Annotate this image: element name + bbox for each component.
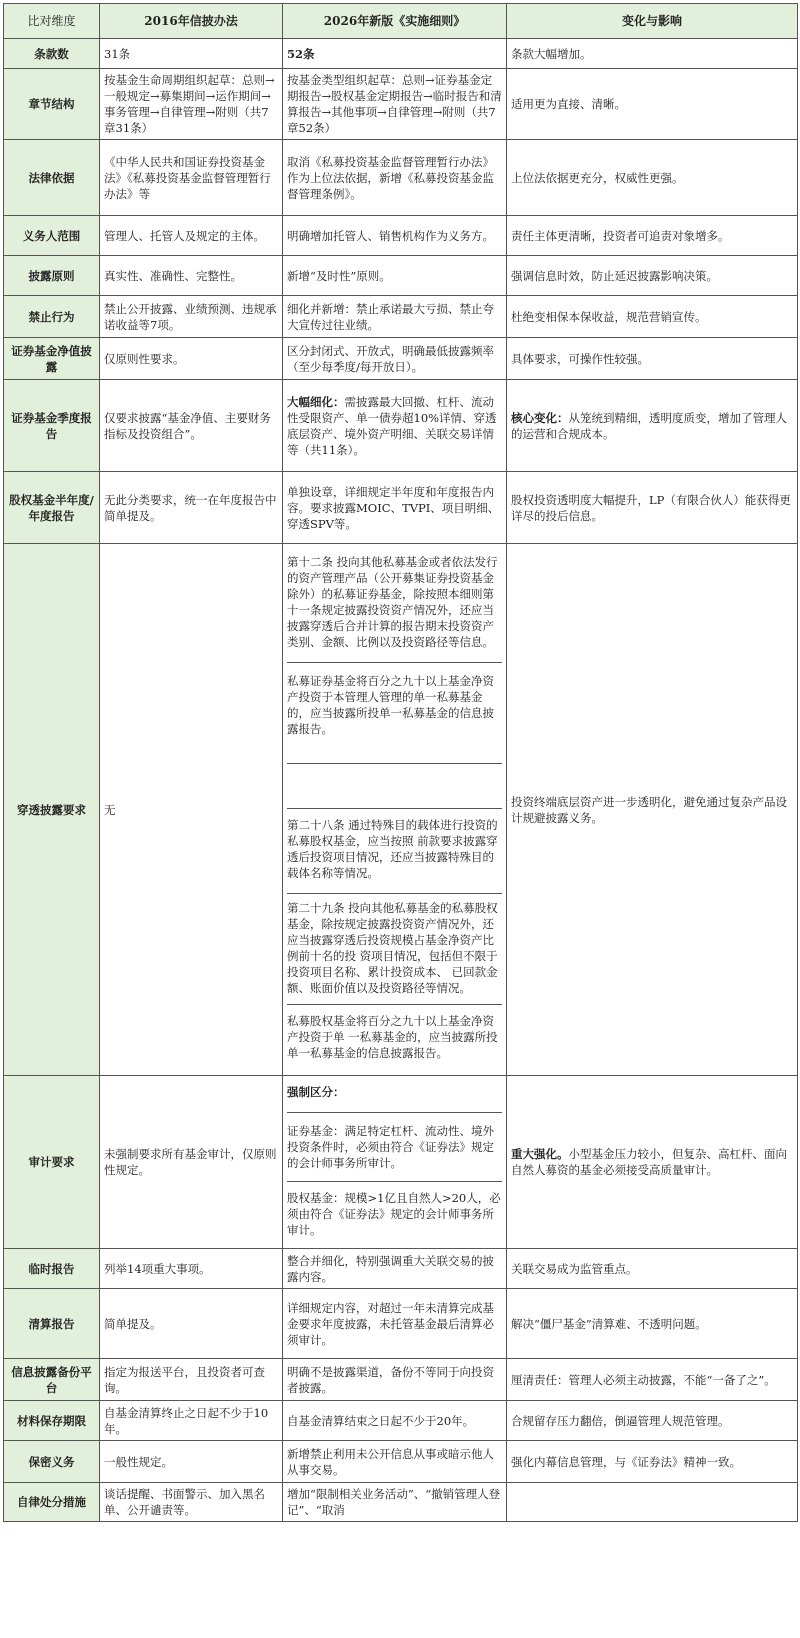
cell-2016: 简单提及。: [100, 1289, 283, 1359]
row-dimension: 证券基金净值披露: [4, 338, 100, 380]
cell-2016: 真实性、准确性、完整性。: [100, 256, 283, 296]
audit-equity: 股权基金：规模>1亿且自然人>20人，必须由符合《证券法》规定的会计师事务所审计。: [287, 1181, 502, 1248]
row-dimension: 穿透披露要求: [4, 544, 100, 1076]
row-dimension: 禁止行为: [4, 296, 100, 338]
cell-impact: 投资终端底层资产进一步透明化，避免通过复杂产品设计规避披露义务。: [507, 544, 798, 1076]
row-dimension: 保密义务: [4, 1441, 100, 1483]
cell-2026: 单独设章，详细规定半年度和年度报告内容。要求披露MOIC、TVPI、项目明细、穿透SPV等。: [283, 472, 507, 544]
table-row: [4, 1359, 798, 1401]
clause-block: 第十二条 投向其他私募基金或者依法发行的资产管理产品（公开募集证券投资基金除外）的私募证券基金，除按照本细则第十一条规定披露投资资产情况外，还应当披露穿透后合并计算的报告期末投资资产类别、金额、比例以及投资路径等信息。: [287, 555, 498, 649]
cell-2016: 无此分类要求，统一在年度报告中简单提及。: [100, 472, 283, 544]
clause-block: [287, 763, 502, 808]
cell-2026: [283, 1076, 507, 1249]
cell-2016: 谈话提醒、书面警示、加入黑名单、公开谴责等。: [100, 1483, 283, 1522]
header-2026: 2026年新版《实施细则》: [283, 4, 507, 39]
cell-2026: 增加“限制相关业务活动”、“撤销管理人登记”、“取消: [283, 1483, 507, 1522]
cell-2016: 管理人、托管人及规定的主体。: [100, 216, 283, 256]
table-row: [4, 472, 798, 544]
row-dimension: 条款数: [4, 39, 100, 69]
cell-2026: 取消《私募投资基金监督管理暂行办法》作为上位法依据，新增《私募投资基金监督管理条例》。: [283, 140, 507, 216]
cell-2026: 详细规定内容，对超过一年未清算完成基金要求年度披露，未托管基金最后清算必须审计。: [283, 1289, 507, 1359]
cell-impact: 责任主体更清晰，投资者可追责对象增多。: [507, 216, 798, 256]
table-row: [4, 338, 798, 380]
audit-securities: 证券基金：满足特定杠杆、流动性、境外投资条件时，必须由符合《证券法》规定的会计师事务所审计。: [287, 1112, 502, 1181]
cell-2016: 禁止公开披露、业绩预测、违规承诺收益等7项。: [100, 296, 283, 338]
clause-block: 第二十八条 通过特殊目的载体进行投资的私募股权基金，应当按照 前款要求披露穿透后投资项目情况，还应当披露特殊目的载体名称等情况。: [287, 808, 502, 893]
table-row: [4, 69, 798, 140]
table-row: [4, 380, 798, 472]
table-row: [4, 296, 798, 338]
cell-2016: 自基金清算终止之日起不少于10年。: [100, 1401, 283, 1441]
cell-impact: 强化内幕信息管理，与《证券法》精神一致。: [507, 1441, 798, 1483]
cell-impact: 具体要求，可操作性较强。: [507, 338, 798, 380]
row-dimension: 临时报告: [4, 1249, 100, 1289]
cell-2026: 区分封闭式、开放式，明确最低披露频率（至少每季度/每开放日）。: [283, 338, 507, 380]
table-row: [4, 1249, 798, 1289]
cell-impact: 合规留存压力翻倍，倒逼管理人规范管理。: [507, 1401, 798, 1441]
table-row: [4, 1401, 798, 1441]
cell-impact: [507, 1483, 798, 1522]
cell-impact: 关联交易成为监管重点。: [507, 1249, 798, 1289]
cell-2016: 31条: [100, 39, 283, 69]
table-row: [4, 256, 798, 296]
cell-impact: 强调信息时效，防止延迟披露影响决策。: [507, 256, 798, 296]
cell-2016: 仅要求披露“基金净值、主要财务指标及投资组合”。: [100, 380, 283, 472]
cell-2026: 明确增加托管人、销售机构作为义务方。: [283, 216, 507, 256]
table-row: [4, 216, 798, 256]
cell-2026: 细化并新增：禁止承诺最大亏损、禁止夸大宣传过往业绩。: [283, 296, 507, 338]
cell-impact: 杜绝变相保本保收益，规范营销宣传。: [507, 296, 798, 338]
row-dimension: 材料保存期限: [4, 1401, 100, 1441]
comparison-table: [3, 3, 798, 1522]
clause-block: 私募股权基金将百分之九十以上基金净资产投资于单 一私募基金的，应当披露所投单一私募基金的信息披露报告。: [287, 1004, 502, 1075]
cell-2016: 列举14项重大事项。: [100, 1249, 283, 1289]
cell-2026: 大幅细化：需披露最大回撤、杠杆、流动性受限资产、单一债券超10%详情、穿透底层资产、境外资产明细、关联交易详情等（共11条）。: [283, 380, 507, 472]
row-dimension: 证券基金季度报告: [4, 380, 100, 472]
cell-2016: 未强制要求所有基金审计，仅原则性规定。: [100, 1076, 283, 1249]
cell-impact: 适用更为直接、清晰。: [507, 69, 798, 140]
table-row: [4, 1441, 798, 1483]
header-row: [4, 4, 798, 39]
audit-lead: 强制区分：: [287, 1085, 345, 1099]
cell-impact: 核心变化：从笼统到精细，透明度质变，增加了管理人的运营和合规成本。: [507, 380, 798, 472]
row-dimension: 审计要求: [4, 1076, 100, 1249]
cell-2016: 无: [100, 544, 283, 1076]
header-dimension: 比对维度: [4, 4, 100, 39]
cell-impact: 重大强化。小型基金压力较小，但复杂、高杠杆、面向自然人募资的基金必须接受高质量审计。: [507, 1076, 798, 1249]
row-dimension: 自律处分措施: [4, 1483, 100, 1522]
clause-block: 私募证券基金将百分之九十以上基金净资产投资于本管理人管理的单一私募基金的，应当披露所投单一私募基金的信息披露报告。: [287, 662, 502, 763]
table-row: [4, 1289, 798, 1359]
cell-impact: 厘清责任：管理人必须主动披露，不能“一备了之”。: [507, 1359, 798, 1401]
row-dimension: 义务人范围: [4, 216, 100, 256]
cell-impact: 股权投资透明度大幅提升，LP（有限合伙人）能获得更详尽的投后信息。: [507, 472, 798, 544]
cell-2016: 指定为报送平台，且投资者可查询。: [100, 1359, 283, 1401]
table-row: [4, 1076, 798, 1249]
cell-2026: 52条: [283, 39, 507, 69]
cell-2016: 仅原则性要求。: [100, 338, 283, 380]
table-row: [4, 1483, 798, 1522]
cell-2026: 自基金清算结束之日起不少于20年。: [283, 1401, 507, 1441]
cell-impact: 上位法依据更充分，权威性更强。: [507, 140, 798, 216]
table-row: [4, 140, 798, 216]
row-dimension: 股权基金半年度/年度报告: [4, 472, 100, 544]
cell-2026: 按基金类型组织起草：总则→证券基金定期报告→股权基金定期报告→临时报告和清算报告→其他事项→自律管理→附则（共7章52条）: [283, 69, 507, 140]
table-row: [4, 39, 798, 69]
cell-impact: 条款大幅增加。: [507, 39, 798, 69]
row-dimension: 章节结构: [4, 69, 100, 140]
cell-impact: 解决“僵尸基金”清算难、不透明问题。: [507, 1289, 798, 1359]
header-impact: 变化与影响: [507, 4, 798, 39]
cell-2026: 明确不是披露渠道，备份不等同于向投资者披露。: [283, 1359, 507, 1401]
cell-2026: 新增“及时性”原则。: [283, 256, 507, 296]
row-dimension: 披露原则: [4, 256, 100, 296]
cell-2016: 《中华人民共和国证券投资基金法》《私募投资基金监督管理暂行办法》等: [100, 140, 283, 216]
clause-block: 第二十九条 投向其他私募基金的私募股权基金，除按规定披露投资资产情况外，还应当披露穿透后投资规模占基金净资产比例前十名的投 资项目情况，包括但不限于投资项目名称、累计投资成本、 已回款金额、账面价值以及投资路径等情况。: [287, 893, 502, 1004]
row-dimension: 信息披露备份平台: [4, 1359, 100, 1401]
row-dimension: 清算报告: [4, 1289, 100, 1359]
cell-2026: [283, 544, 507, 1076]
cell-2016: 按基金生命周期组织起草：总则→一般规定→募集期间→运作期间→事务管理→自律管理→附则（共7章31条）: [100, 69, 283, 140]
cell-2016: 一般性规定。: [100, 1441, 283, 1483]
row-dimension: 法律依据: [4, 140, 100, 216]
header-2016: 2016年信披办法: [100, 4, 283, 39]
cell-2026: 整合并细化，特别强调重大关联交易的披露内容。: [283, 1249, 507, 1289]
cell-2026: 新增禁止利用未公开信息从事或暗示他人从事交易。: [283, 1441, 507, 1483]
table-row: [4, 544, 798, 1076]
